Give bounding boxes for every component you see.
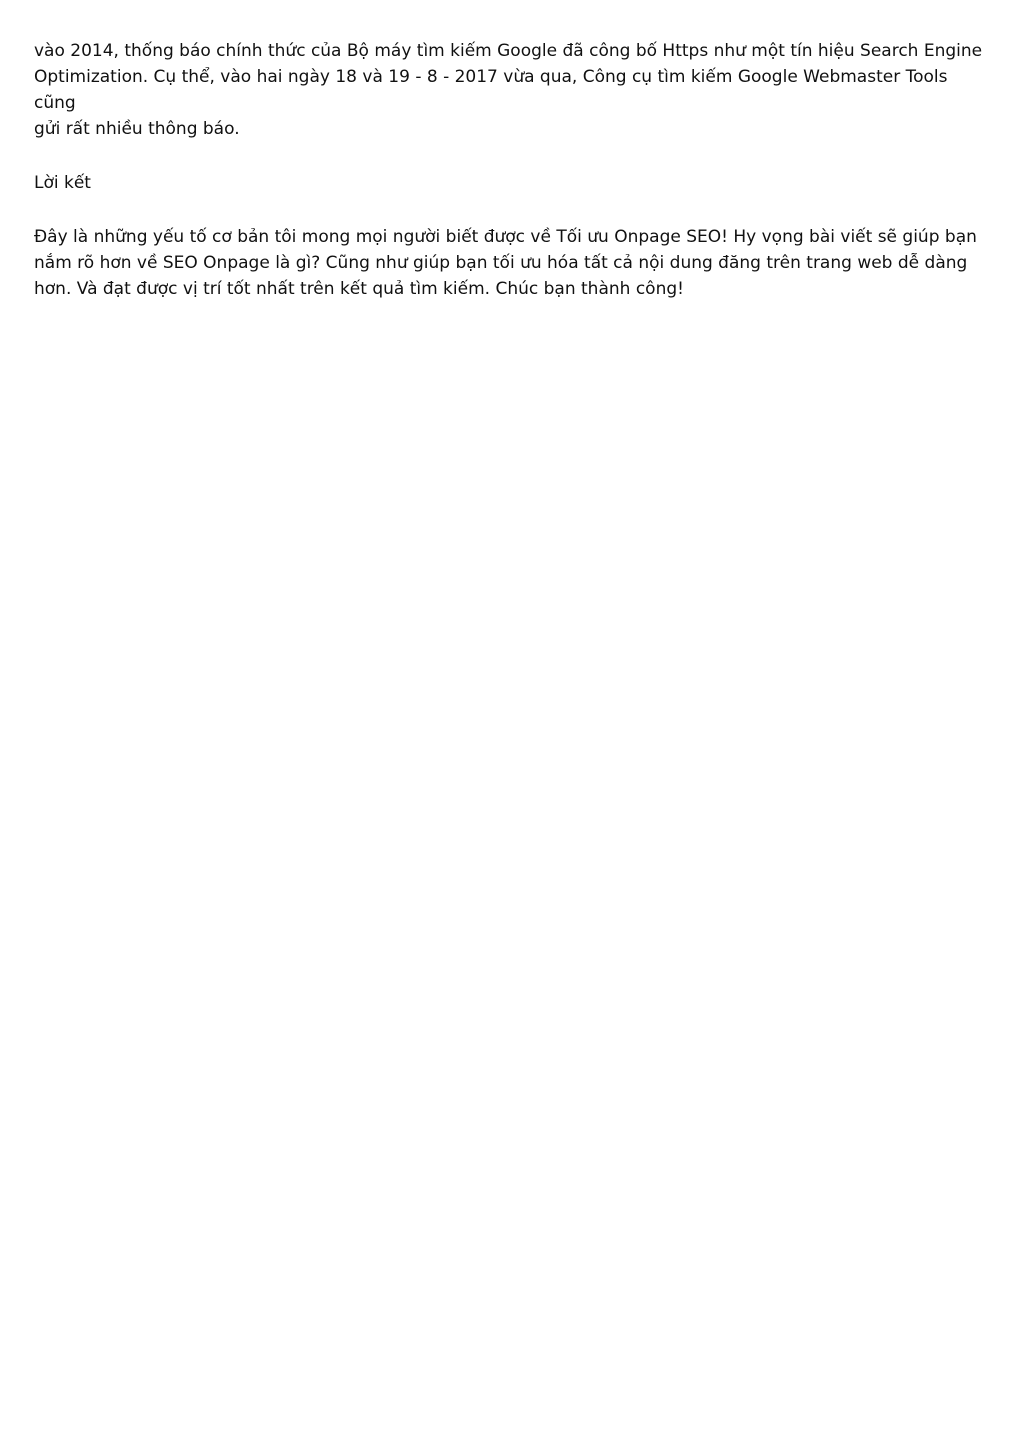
intro-paragraph: vào 2014, thống báo chính thức của Bộ máy tìm kiếm Google đã công bố Https như một tín hiệu Search Engine Optimization. Cụ thể, vào hai ngày 18 và 19 - 8 - 2017 vừa qua, Công cụ tìm kiếm Google Webmaster Tools cũng gửi rất nhiều thông báo.	[34, 41, 983, 139]
section-heading: Lời kết	[34, 173, 91, 193]
conclusion-paragraph: Đây là những yếu tố cơ bản tôi mong mọi người biết được về Tối ưu Onpage SEO! Hy vọng bài viết sẽ giúp bạn nắm rõ hơn về SEO Onpage là gì? Cũng như giúp bạn tối ưu hóa tất cả nội dung đăng trên trang web dễ dàng hơn. Và đạt được vị trí tốt nhất trên kết quả tìm kiếm. Chúc bạn thành công!	[34, 227, 977, 299]
document-body	[34, 38, 990, 302]
